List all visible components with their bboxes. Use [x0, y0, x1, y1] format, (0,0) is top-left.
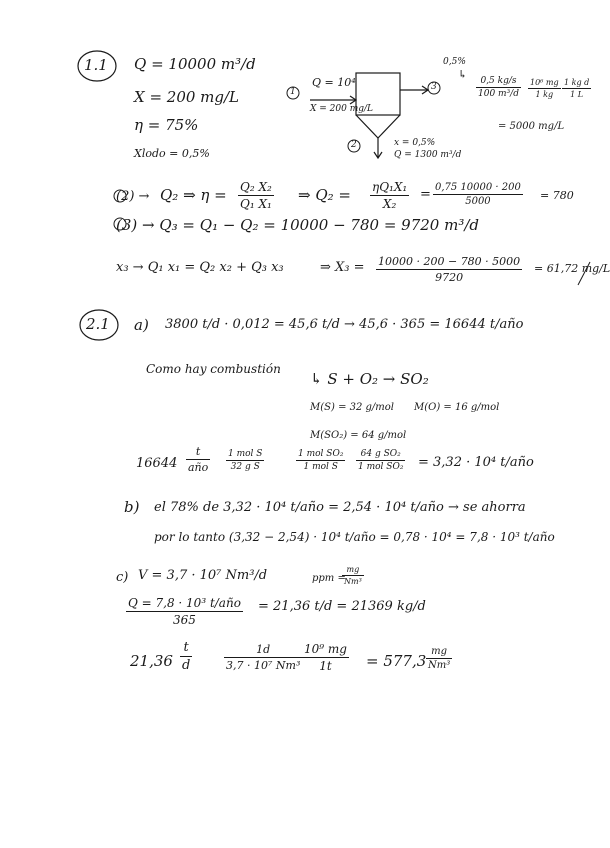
step2-frac-3: $\frac{0,75 10000 \cdot 200}{5000}$	[435, 182, 521, 207]
part-c-V: V = 3,7 · 10⁷ Nm³/d	[138, 568, 268, 583]
q-result: = 21,36 t/d = 21369 kg/d	[258, 599, 426, 614]
step2-frac-1: $\frac{\text{Q₂ X₂}}{\text{Q₁ X₁}}$	[240, 180, 272, 211]
given-Q: Q = 10000 m³/d	[134, 55, 256, 73]
final-frac-2: $\frac{\text{10⁹ mg}}{1t}$	[304, 642, 347, 673]
part-a-line1: 3800 t/d · 0,012 = 45,6 t/d → 45,6 · 365 = 16644 t/año	[165, 317, 524, 332]
step3: (3) → Q₃ = Q₁ − Q₂ = 10000 − 780 = 9720 m³/d	[116, 216, 479, 234]
final-start: 21,36	[130, 652, 173, 670]
calc-frac-2: 1 mol SO₂ 1 mol S	[298, 449, 344, 472]
step2-result: = 780	[540, 189, 574, 202]
calc-start: 16644	[136, 456, 178, 471]
calc-frac-0: t año	[188, 445, 209, 474]
x3-balance: x₃ → Q₁ x₁ = Q₂ x₂ + Q₃ x₃	[116, 260, 284, 275]
molar-mass-O: M(O) = 16 g/mol	[414, 402, 500, 413]
conv-frac-1: $\frac{\text{10⁶ mg}}{1 kg}$	[530, 78, 559, 99]
conv-arrow: ↳	[458, 68, 468, 81]
part-b-label: b)	[124, 498, 140, 516]
given-eta: η = 75%	[134, 116, 199, 134]
conv-frac-lhs: $\frac{0,5 kg/s}{\text{100 m³/d}}$	[478, 76, 519, 99]
final-result: = 577,3	[366, 652, 427, 670]
node-2: 2	[351, 140, 357, 150]
reaction: ↳ S + O₂ → SO₂	[310, 370, 429, 388]
combustion-note: Como hay combustión	[146, 362, 281, 376]
node-3: 3	[431, 82, 437, 92]
problem-number: 2.1	[86, 315, 110, 333]
x3-frac: $\frac{10000 \cdot 200 - 780 \cdot 5000}{9720}$	[378, 255, 521, 284]
calc-frac-3: 64 g SO₂ 1 mol SO₂	[358, 449, 404, 472]
conv-percent: 0,5%	[443, 57, 466, 67]
step2-label: (2) →	[116, 189, 150, 204]
given-xlodo: Xlodo = 0,5%	[134, 147, 210, 160]
molar-mass-S: M(S) = 32 g/mol	[310, 402, 395, 413]
part-b-line1: el 78% de 3,32 · 10⁴ t/año = 2,54 · 10⁴ t/año → se ahorra	[154, 500, 526, 515]
settler-hopper	[356, 115, 400, 138]
step2-frac-2: $\frac{\text{ηQ₁X₁}}{\text{X₂}}$	[372, 180, 408, 211]
conv-result: = 5000 mg/L	[498, 121, 565, 132]
step2-text: Q₂ ⇒ η =	[160, 186, 227, 204]
x3-mid: ⇒ X₃ =	[320, 260, 365, 275]
inlet-X-label: X = 200 mg/L	[310, 104, 374, 114]
step2-mid: ⇒ Q₂ =	[298, 186, 351, 204]
final-unit: $\frac{mg}{\text{Nm³}}$	[428, 646, 451, 671]
underflow-x: x = 0,5%	[394, 138, 436, 148]
final-frac-1: $\frac{1d}{\text{3,7 · 10⁷ Nm³}}$	[226, 643, 301, 672]
problem-number: 1.1	[84, 56, 108, 74]
ppm-frac: $\frac{mg}{\text{Nm³}}$	[344, 565, 362, 586]
part-b-line2: por lo tanto (3,32 − 2,54) · 10⁴ t/año = 0,78 · 10⁴ = 7,8 · 10³ t/año	[154, 530, 555, 544]
ppm-label: ppm =	[312, 573, 346, 584]
calc-frac-1: 1 mol S 32 g S	[228, 449, 263, 472]
conv-frac-2: $\frac{\text{1 kg d}}{1 L}$	[564, 78, 590, 99]
calc-result: = 3,32 · 10⁴ t/año	[418, 455, 534, 470]
inlet-Q-label: Q = 10⁴	[312, 76, 356, 89]
node-1: 1	[290, 87, 296, 97]
q-frac: Q = 7,8 · 10³ t/año 365	[128, 596, 241, 627]
given-X: X = 200 mg/L	[134, 88, 240, 106]
step2-eq: =	[420, 187, 431, 202]
x3-result: = 61,72 mg/L	[534, 262, 610, 275]
underflow-Q: Q = 1300 m³/d	[394, 150, 462, 160]
part-a-label: a)	[134, 316, 149, 334]
molar-mass-SO2: M(SO₂) = 64 g/mol	[310, 430, 407, 441]
part-c-label: c)	[116, 570, 129, 585]
final-frac-0: $\frac{t}{d}$	[182, 640, 191, 673]
